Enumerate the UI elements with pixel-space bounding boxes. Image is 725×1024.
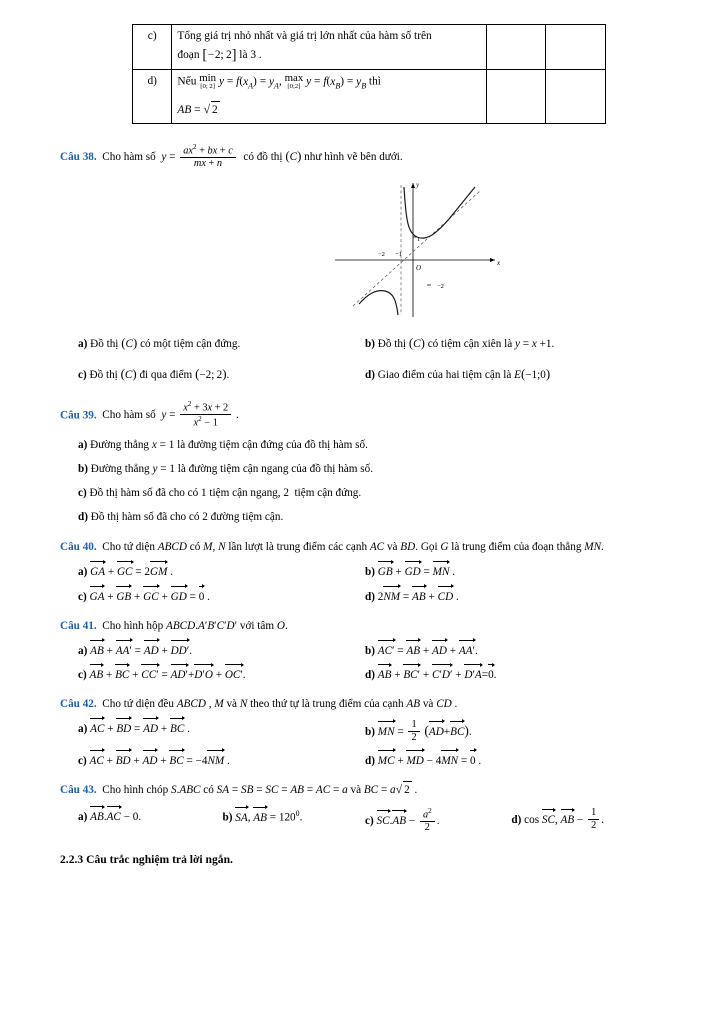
y-tick-1: 1 [417,236,421,244]
option-39-d[interactable]: d) Đồ thị hàm số đã cho có 2 đường tiệm cận. [78,510,284,523]
option-38-a[interactable]: a) Đồ thị (C) có một tiệm cận đứng. [78,336,241,351]
option-42-a-label: a) [78,722,88,735]
option-38-b-label: b) [365,338,375,351]
option-40-b-label: b) [365,566,375,579]
question-39-number: Câu 39. [60,408,97,421]
option-41-a-label: a) [78,644,88,657]
option-41-c[interactable]: c) AB + BC + CC′ = AD′+D′O + OC′. [60,666,365,684]
option-40-d-label: d) [365,590,375,603]
question-38-number: Câu 38. [60,151,97,164]
oblique-asymptote [353,191,480,306]
question-40-options-cd [60,588,670,606]
option-41-d-label: d) [365,669,375,682]
origin-label: O [416,264,422,273]
option-42-c-label: c) [78,754,87,767]
option-41-a[interactable]: a) AB + AA′ = AD + DD′. [60,642,365,660]
question-42-number: Câu 42. [60,698,97,711]
section-heading: 2.2.3 Câu trắc nghiệm trả lời ngắn. [60,853,233,867]
option-39-a[interactable]: a) Đường thẳng x = 1 là đường tiệm cận đứng của đồ thị hàm số. [78,439,368,452]
question-40-number: Câu 40. [60,541,97,554]
option-38-a-label: a) [78,338,88,351]
option-42-b-label: b) [365,725,375,738]
question-42-stem: Cho tứ diện đều ABCD , M và N theo thứ tự là trung điểm của cạnh AB và CD . [99,698,458,711]
row-label-c: c) [133,25,172,70]
question-42-options-ab [60,720,670,745]
question-38-stem: Cho hàm số y = $\frac{ax^2 + bx + c}{mx + n}$ có đồ thị (C) như hình vẽ bên dưới. [99,142,403,170]
row-label-d: d) [133,70,172,124]
statement-table [132,24,606,124]
question-41-options-ab [60,642,670,660]
option-43-b-label: b) [222,811,233,824]
question-38-options-cd [60,365,670,384]
option-39-d-label: d) [78,510,88,523]
table-row [133,70,606,124]
question-43-options [60,808,670,835]
question-43-stem: Cho hình chóp S.ABC có SA = SB = SC = AB = AC = a và BC = a√ 2 . [99,784,417,796]
x-axis-arrow [490,258,495,262]
option-39-c-label: c) [78,486,87,499]
option-40-c[interactable]: c) GA + GB + GC + GD = 0 . [60,588,365,606]
option-38-d[interactable]: d) Giao điểm của hai tiệm cận là E(−1;0) [365,367,551,382]
option-40-d[interactable]: d) 2NM = AB + CD . [365,588,670,606]
option-42-d[interactable]: d) MC + MD − 4MN = 0 . [365,752,670,770]
row-d-col2[interactable] [546,70,606,124]
option-43-d-label: d) [511,814,522,827]
option-40-b[interactable]: b) GB + GD = MN . [365,563,670,581]
option-39-c[interactable]: c) Đồ thị hàm số đã cho có 1 tiệm cận ngang, 2 tiệm cận đứng. [78,486,362,499]
option-41-d[interactable]: d) AB + BC′ + C′D′ + D′A=0. [365,666,670,684]
option-42-b[interactable]: b) MN = $\frac{1}{2}$ (AD+BC). [365,718,472,743]
option-42-a[interactable]: a) AC + BD = AD + BC . [60,720,365,745]
question-43-number: Câu 43. [60,784,97,797]
question-40-stem: Cho tứ diện ABCD có M, N lần lượt là trung điểm các cạnh AC và BD. Gọi G là trung điểm của đoạn thẳng MN. [99,541,604,554]
function-graph-svg [325,175,505,325]
question-40 [60,539,670,556]
option-38-b[interactable]: b) Đồ thị (C) có tiệm cận xiên là y = x +1. [365,336,555,351]
option-39-a-label: a) [78,439,88,452]
question-41 [60,618,670,635]
option-43-c[interactable]: c) SC.AB − $\frac{a^2}{2}$ . [365,807,440,834]
question-43 [60,781,670,799]
option-41-c-label: c) [78,669,87,682]
row-d-col1[interactable] [486,70,546,124]
row-c-col1[interactable] [486,25,546,70]
option-42-c[interactable]: c) AC + BD + AD + BC = −4NM . [60,752,365,770]
question-38 [60,144,670,171]
option-38-c-label: c) [78,369,87,382]
question-40-options-ab [60,563,670,581]
question-42-options-cd [60,752,670,770]
option-43-a-label: a) [78,811,88,824]
option-43-a[interactable]: a) AB.AC − 0. [60,808,213,835]
question-38-graph [60,175,670,327]
x-axis-label: x [497,259,501,268]
question-39 [60,401,670,431]
question-42 [60,696,670,713]
question-41-number: Câu 41. [60,619,97,632]
table-row [133,25,606,70]
option-40-c-label: c) [78,590,87,603]
option-41-b[interactable]: b) AC′ = AB + AD + AA′. [365,642,670,660]
option-43-d[interactable]: d) cos SC, AB − $\frac{1}{2}$ . [511,807,605,831]
option-38-d-label: d) [365,369,375,382]
option-40-a-label: a) [78,566,88,579]
question-39-stem: Cho hàm số y = $\frac{x^2 + 3x + 2}{x^2 - 1}$ . [99,399,239,429]
option-39-b[interactable]: b) Đường thẳng y = 1 là đường tiệm cận ngang của đồ thị hàm số. [78,462,373,475]
x-tick-minus1: −1 [395,251,402,259]
question-38-options-ab [60,334,670,353]
question-41-options-cd [60,666,670,684]
page-content [60,24,670,866]
x-tick-minus2: −2 [378,251,385,259]
option-43-b[interactable]: b) SA, AB = $120^0$. [213,808,366,835]
y-tick-minus2: −2 [437,283,444,291]
row-c-col2[interactable] [546,25,606,70]
option-39-b-label: b) [78,462,88,475]
curve-right-branch [404,187,475,238]
option-43-c-label: c) [365,815,374,828]
row-text-d: Nếu min [0; 2] $y = f(x_A) = y_A$, max [0;2] $y = f(x_B) = y_B$ thì AB = √ 2 [172,70,486,124]
row-text-c: Tổng giá trị nhỏ nhất và giá trị lớn nhất của hàm số trên đoạn [−2; 2] là 3 . [172,25,486,70]
question-41-stem: Cho hình hộp ABCD.A′B′C′D′ với tâm O. [99,619,288,632]
option-40-a[interactable]: a) GA + GC = 2GM . [60,563,365,581]
option-41-b-label: b) [365,644,375,657]
y-axis-arrow [411,183,415,188]
curve-left-branch [359,291,398,315]
y-axis-label: y [416,181,420,190]
option-38-c[interactable]: c) Đồ thị (C) đi qua điểm (−2; 2). [78,367,230,382]
option-42-d-label: d) [365,754,375,767]
